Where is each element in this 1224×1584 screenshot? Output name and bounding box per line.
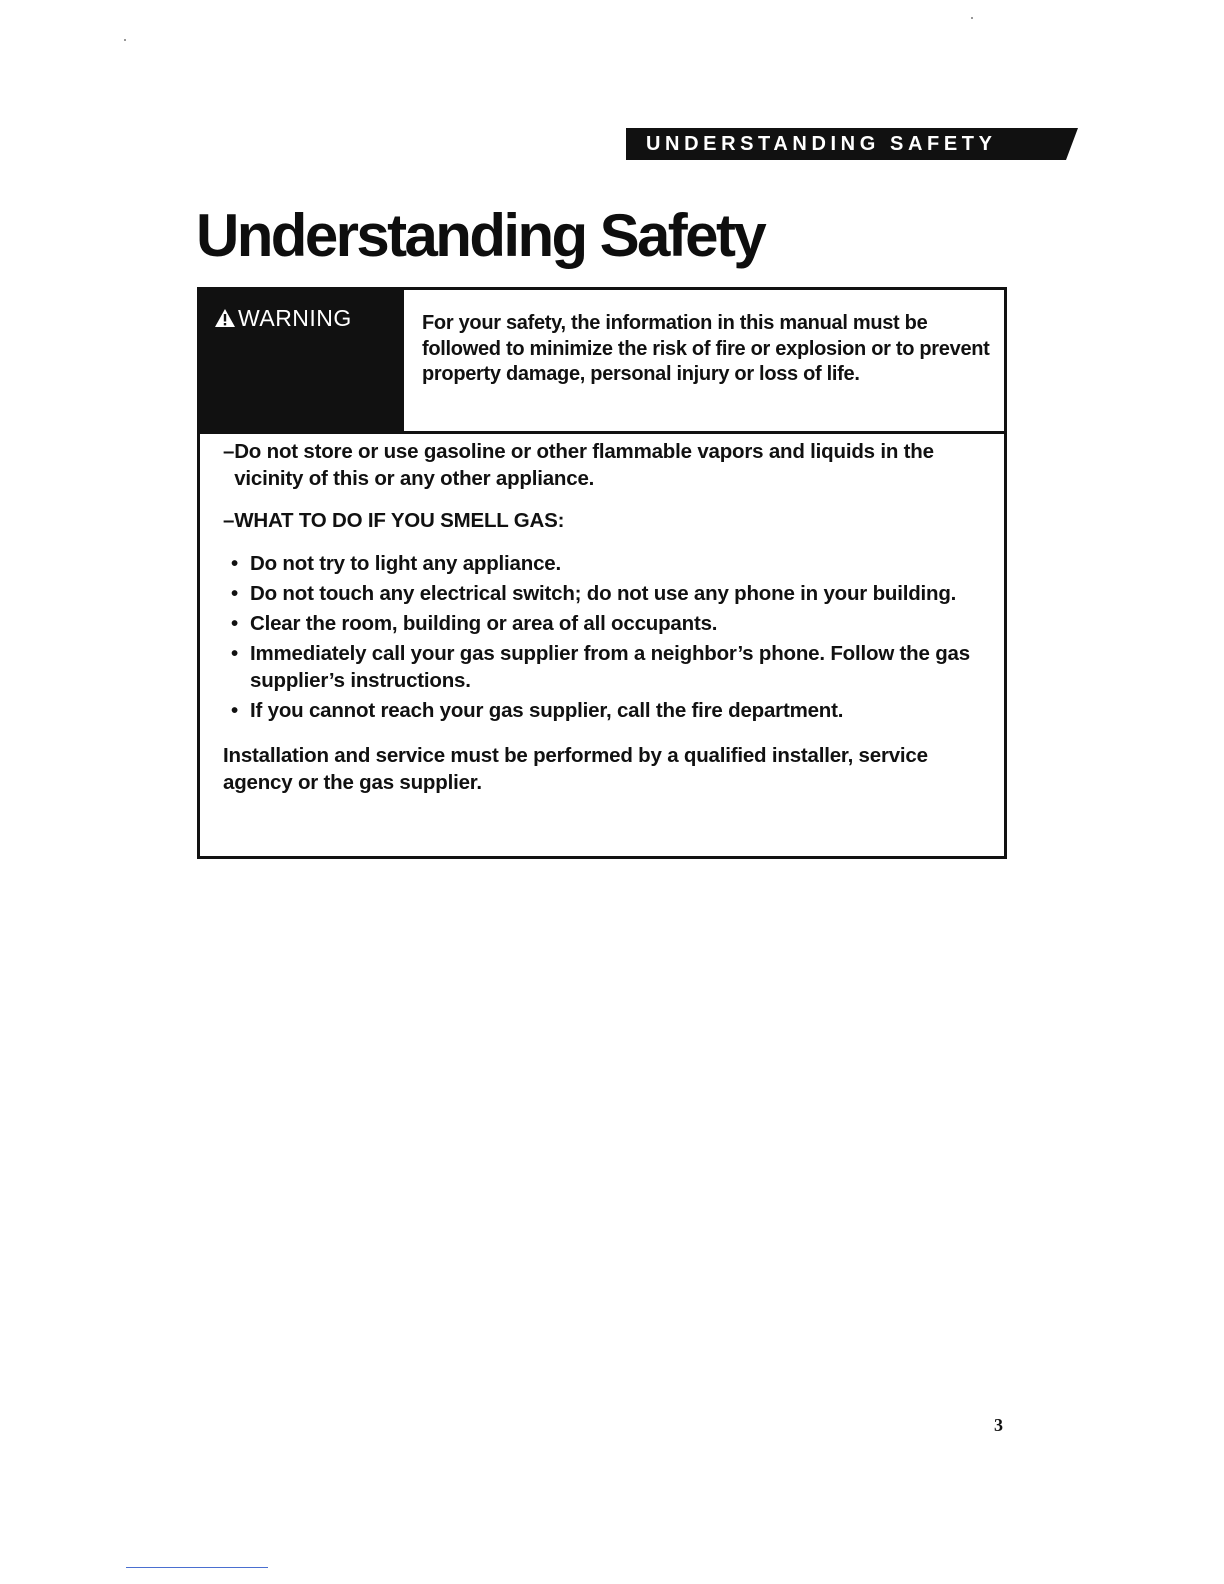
storage-warning-text: Do not store or use gasoline or other flammable vapors and liquids in the vicinity of this or any other appliance. [234, 440, 934, 490]
gas-warning-box [197, 287, 1007, 859]
list-item [231, 610, 993, 637]
list-item [231, 550, 993, 577]
dash-mark: – [223, 440, 235, 463]
service-note: Installation and service must be performed by a qualified installer, service agency or the gas supplier. [223, 744, 928, 794]
bullet: • [231, 612, 238, 635]
step-text: Clear the room, building or area of all occupants. [250, 612, 718, 635]
warning-header [200, 290, 1004, 434]
warning-signal-panel [200, 290, 404, 431]
page-number: 3 [994, 1415, 1003, 1435]
bullet: • [231, 582, 238, 605]
step-text: Do not try to light any appliance. [250, 552, 561, 575]
storage-warning [223, 438, 993, 492]
scan-speck [124, 39, 126, 41]
section-header-tab [626, 128, 1066, 160]
page-title: Understanding Safety [196, 202, 765, 269]
alert-triangle-icon [214, 308, 236, 328]
footer-rule [126, 1567, 268, 1568]
bullet: • [231, 699, 238, 722]
smell-gas-heading: –WHAT TO DO IF YOU SMELL GAS: [223, 509, 565, 532]
bullet: • [231, 642, 238, 665]
section-header-label: UNDERSTANDING SAFETY [646, 133, 997, 155]
bullet: • [231, 552, 238, 575]
step-text: Do not touch any electrical switch; do not use any phone in your building. [250, 582, 957, 605]
list-item [231, 640, 993, 694]
list-item [231, 580, 993, 607]
smell-gas-steps [223, 550, 993, 724]
warning-signal-word: WARNING [238, 305, 352, 331]
step-text: If you cannot reach your gas supplier, call the fire department. [250, 699, 844, 722]
scan-speck [971, 17, 973, 19]
step-text: Immediately call your gas supplier from a neighbor’s phone. Follow the gas supplier’s instructions. [250, 642, 970, 692]
warning-body [223, 438, 993, 796]
warning-intro-text: For your safety, the information in this manual must be followed to minimize the risk of fire or explosion or to prevent property damage, personal injury or loss of life. [422, 312, 990, 385]
header-tab-slant [1066, 128, 1078, 160]
list-item [231, 697, 993, 724]
